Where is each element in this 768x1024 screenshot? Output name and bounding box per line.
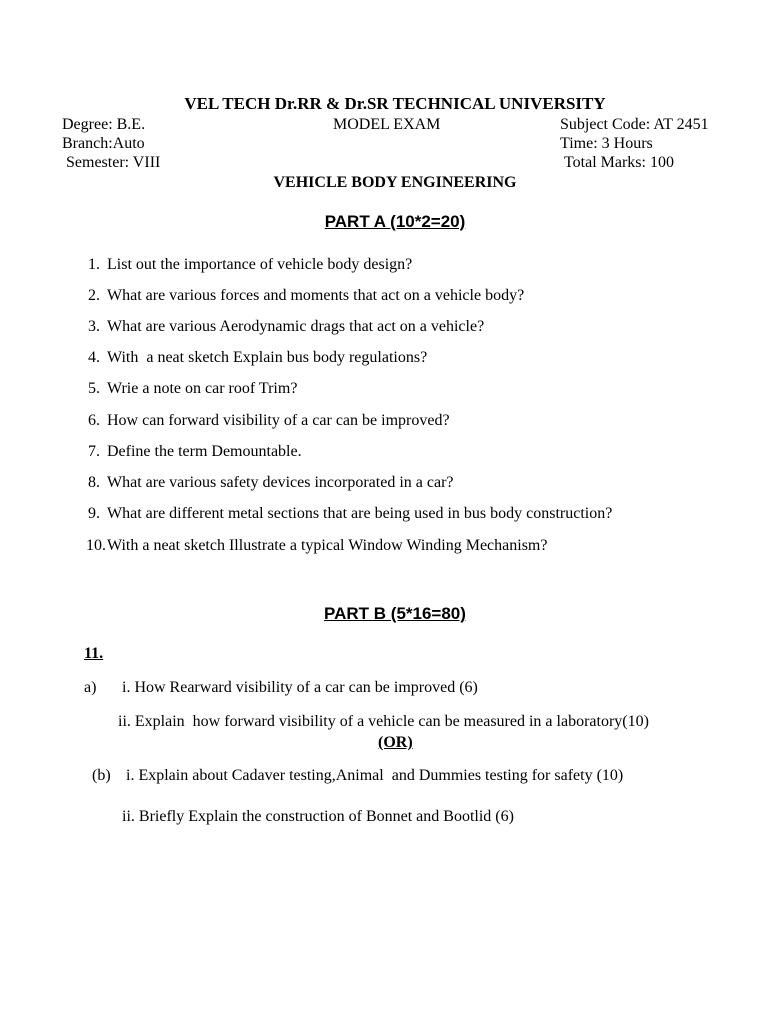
question-text: What are various Aerodynamic drags that act on a vehicle?	[107, 318, 485, 335]
question-text: Wrie a note on car roof Trim?	[107, 380, 298, 397]
option-a-part-i: i. How Rearward visibility of a car can be improved (6)	[122, 679, 478, 696]
option-a-part-ii: ii. Explain how forward visibility of a vehicle can be measured in a laboratory(10)	[118, 713, 649, 730]
course-title: VEHICLE BODY ENGINEERING	[273, 174, 517, 191]
or-separator: (OR)	[378, 734, 413, 751]
part-a-heading: PART A (10*2=20)	[324, 212, 466, 231]
question-text: Define the term Demountable.	[107, 443, 302, 460]
question-number: 7.	[88, 443, 100, 460]
option-a-label: a)	[84, 679, 97, 696]
total-marks: Total Marks: 100	[564, 154, 674, 171]
question-number: 3.	[88, 318, 100, 335]
option-b-part-ii: ii. Briefly Explain the construction of Bonnet and Bootlid (6)	[122, 808, 514, 825]
question-text: With a neat sketch Illustrate a typical Window Winding Mechanism?	[107, 537, 548, 554]
degree-label: Degree: B.E.	[62, 116, 146, 133]
option-b-label: (b)	[92, 767, 111, 784]
question-number: 8.	[88, 474, 100, 491]
question-number: 10.	[86, 537, 106, 554]
question-text: What are different metal sections that are being used in bus body construction?	[107, 505, 613, 522]
question-text: With a neat sketch Explain bus body regulations?	[107, 349, 428, 366]
question-text: What are various safety devices incorporated in a car?	[107, 474, 454, 491]
option-b-part-i: i. Explain about Cadaver testing,Animal and Dummies testing for safety (10)	[126, 767, 624, 784]
question-number: 5.	[88, 380, 100, 397]
part-b-heading: PART B (5*16=80)	[324, 604, 466, 623]
question-number: 6.	[88, 412, 100, 429]
exam-type: MODEL EXAM	[333, 116, 441, 133]
branch-label: Branch:Auto	[62, 135, 145, 152]
question-number: 2.	[88, 287, 100, 304]
question-number: 1.	[88, 256, 100, 273]
question-text: List out the importance of vehicle body design?	[107, 256, 413, 273]
question-text: How can forward visibility of a car can be improved?	[107, 412, 450, 429]
question-number: 9.	[88, 505, 100, 522]
question-text: What are various forces and moments that act on a vehicle body?	[107, 287, 525, 304]
exam-time: Time: 3 Hours	[560, 135, 653, 152]
question-11-label: 11.	[84, 645, 104, 662]
semester-label: Semester: VIII	[66, 154, 161, 171]
university-title: VEL TECH Dr.RR & Dr.SR TECHNICAL UNIVERSITY	[184, 94, 606, 113]
subject-code: Subject Code: AT 2451	[560, 116, 709, 133]
question-number: 4.	[88, 349, 100, 366]
